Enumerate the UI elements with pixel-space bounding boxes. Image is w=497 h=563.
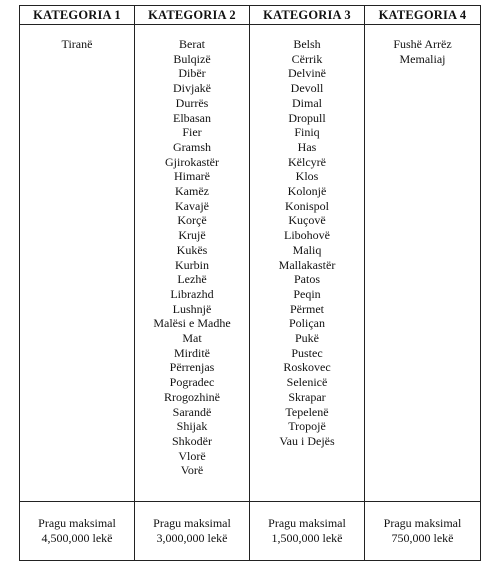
municipality-item: Has	[297, 139, 317, 154]
municipality-item: Shijak	[176, 419, 208, 434]
municipality-item: Malësi e Madhe	[153, 316, 231, 331]
municipality-item: Konispol	[284, 198, 329, 213]
threshold-label: Pragu maksimal	[38, 516, 116, 530]
municipality-list-4	[365, 25, 481, 502]
threshold-value: 4,500,000 lekë	[41, 531, 113, 545]
municipality-item: Skrapar	[288, 389, 326, 404]
municipality-item: Patos	[293, 272, 320, 287]
municipality-item: Klos	[295, 169, 319, 184]
municipality-item: Memaliaj	[399, 51, 446, 66]
municipality-item: Kamëz	[175, 184, 209, 199]
municipality-item: Delvinë	[288, 66, 326, 81]
municipality-item: Divjakë	[173, 81, 211, 96]
header-kategoria-1: KATEGORIA 1	[20, 6, 135, 25]
municipality-item: Kurbin	[175, 257, 209, 272]
municipality-item: Gjirokastër	[165, 154, 219, 169]
municipality-item: Berat	[179, 37, 205, 51]
municipality-item: Selenicë	[286, 375, 328, 390]
municipality-item: Maliq	[292, 242, 322, 257]
threshold-label: Pragu maksimal	[153, 516, 231, 530]
municipality-item: Poliçan	[289, 316, 325, 331]
municipality-item: Mat	[182, 331, 202, 346]
municipality-item: Finiq	[294, 125, 320, 140]
municipality-item: Dibër	[178, 66, 206, 81]
municipality-item: Krujë	[178, 228, 206, 243]
threshold-label: Pragu maksimal	[383, 516, 462, 530]
municipality-item: Pukë	[295, 331, 319, 346]
threshold-value: 1,500,000 lekë	[271, 531, 343, 545]
municipality-item: Mirditë	[174, 345, 210, 360]
municipality-item: Fier	[182, 125, 202, 140]
municipality-item: Përrenjas	[169, 360, 215, 375]
header-kategoria-2: KATEGORIA 2	[135, 6, 250, 25]
municipality-item: Roskovec	[283, 360, 331, 375]
municipality-item: Cërrik	[291, 51, 323, 66]
municipality-item: Pogradec	[169, 375, 215, 390]
municipality-list-3	[250, 25, 365, 502]
municipality-list-1	[20, 25, 135, 502]
municipality-row	[20, 25, 481, 502]
header-row	[20, 6, 481, 25]
threshold-label: Pragu maksimal	[268, 516, 346, 530]
municipality-item: Fushë Arrëz	[393, 37, 452, 51]
threshold-row	[20, 502, 481, 561]
municipality-item: Kolonjë	[287, 184, 327, 199]
municipality-item: Tropojë	[288, 419, 326, 434]
threshold-value: 3,000,000 lekë	[156, 531, 228, 545]
municipality-item: Sarandë	[172, 404, 212, 419]
municipality-item: Lushnjë	[172, 301, 212, 316]
municipality-item: Korçë	[177, 213, 207, 228]
municipality-item: Rrogozhinë	[164, 389, 220, 404]
municipality-item: Kuçovë	[288, 213, 326, 228]
municipality-item: Mallakastër	[278, 257, 336, 272]
municipality-item: Belsh	[293, 37, 321, 51]
municipality-item: Himarë	[174, 169, 210, 184]
municipality-item: Dropull	[288, 110, 326, 125]
municipality-item: Elbasan	[173, 110, 211, 125]
municipality-item: Durrës	[175, 95, 209, 110]
threshold-cell-3	[250, 502, 365, 561]
municipality-item: Peqin	[293, 286, 321, 301]
municipality-item: Vau i Dejës	[279, 433, 335, 448]
municipality-item: Përmet	[290, 301, 324, 316]
threshold-cell-4	[365, 502, 481, 561]
municipality-item: Pustec	[291, 345, 323, 360]
municipality-item: Kavajë	[175, 198, 209, 213]
municipality-item: Këlcyrë	[288, 154, 326, 169]
municipality-item: Kukës	[176, 242, 208, 257]
municipality-item: Vorë	[180, 463, 204, 478]
municipality-item: Gramsh	[173, 139, 211, 154]
threshold-cell-2	[135, 502, 250, 561]
header-kategoria-3: KATEGORIA 3	[250, 6, 365, 25]
municipality-item: Librazhd	[170, 286, 214, 301]
municipality-list-2	[135, 25, 250, 502]
municipality-item: Shkodër	[172, 433, 212, 448]
municipality-item: Libohovë	[284, 228, 330, 243]
municipality-item: Bulqizë	[173, 51, 211, 66]
threshold-value: 750,000 lekë	[391, 531, 454, 545]
threshold-cell-1	[20, 502, 135, 561]
municipality-item: Tiranë	[61, 37, 93, 51]
header-kategoria-4: KATEGORIA 4	[365, 6, 481, 25]
municipality-item: Tepelenë	[285, 404, 329, 419]
municipality-item: Vlorë	[178, 448, 206, 463]
category-table	[19, 5, 481, 561]
municipality-item: Dimal	[292, 95, 322, 110]
municipality-item: Lezhë	[177, 272, 207, 287]
municipality-item: Devoll	[290, 81, 324, 96]
